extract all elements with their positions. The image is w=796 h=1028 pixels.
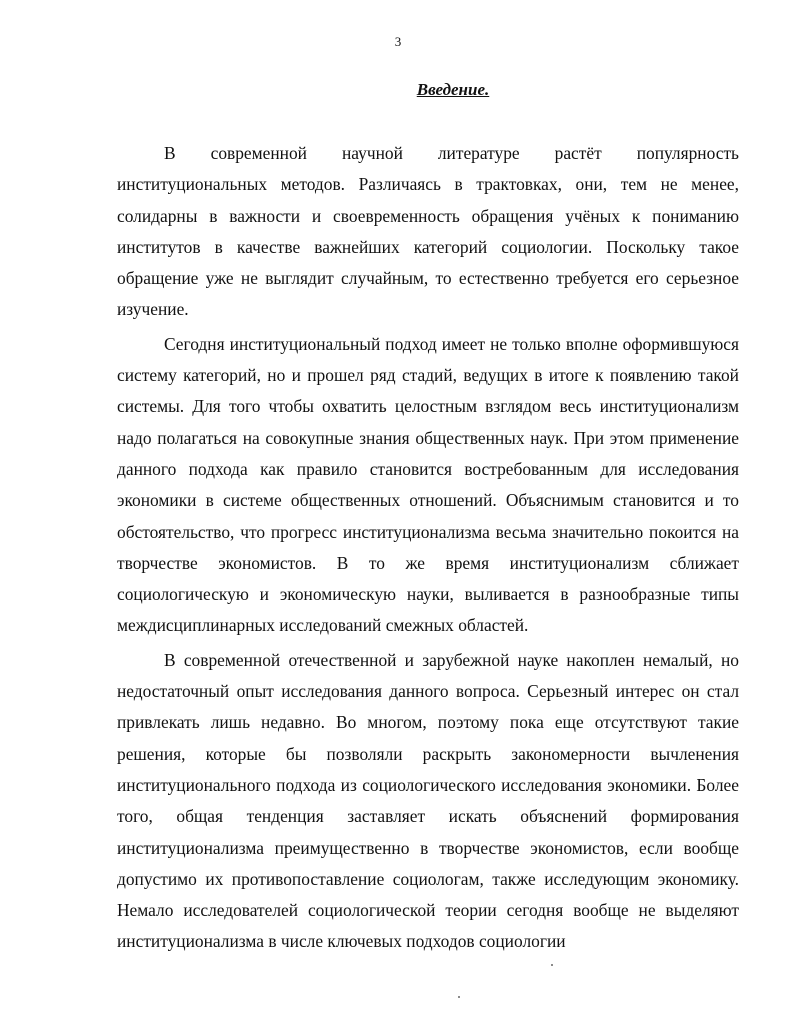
- paragraph: В современной научной литературе растёт популярность институциональных методов. Различаясь в трактовках, они, тем не менее, солидарны в важности и своевременность обращения учёных к пониманию институтов в качестве важнейших категорий социологии. Поскольку такое обращение уже не выглядит случайным, то естественно требуется его серьезное изучение.: [117, 143, 739, 320]
- scan-speck: [551, 964, 553, 966]
- paragraph: В современной отечественной и зарубежной науке накоплен немалый, но недостаточный опыт исследования данного вопроса. Серьезный интерес он стал привлекать лишь недавно. Во многом, поэтому пока еще отсутствуют такие решения, которые бы позволяли раскрыть закономерности вычленения институционального подхода из социологического исследования экономики. Более того, общая тенденция заставляет искать объяснений формирования институционализма преимущественно в творчестве экономистов, если вообще допустимо их противопоставление социологам, также исследующим экономику. Немало исследователей социологической теории сегодня вообще не выделяют институционализма в числе ключевых подходов социологии: [117, 649, 739, 952]
- paragraph: Сегодня институциональный подход имеет не только вполне оформившуюся систему категорий, но и прошел ряд стадий, ведущих в итоге к появлению такой системы. Для того чтобы охватить целостным взглядом весь институционализм надо полагаться на совокупные знания общественных наук. При этом применение данного подхода как правило становится востребованным для исследования экономики в системе общественных отношений. Объяснимым становится и то обстоятельство, что прогресс институционализма весьма значительно покоится на творчестве экономистов. В то же время институционализм сближает социологическую и экономическую науки, выливается в разнообразные типы междисциплинарных исследований смежных областей.: [117, 333, 739, 636]
- page-number: 3: [394, 34, 402, 49]
- section-heading: Введение.: [416, 80, 490, 99]
- scan-speck: [458, 996, 460, 998]
- body-text: [117, 138, 739, 958]
